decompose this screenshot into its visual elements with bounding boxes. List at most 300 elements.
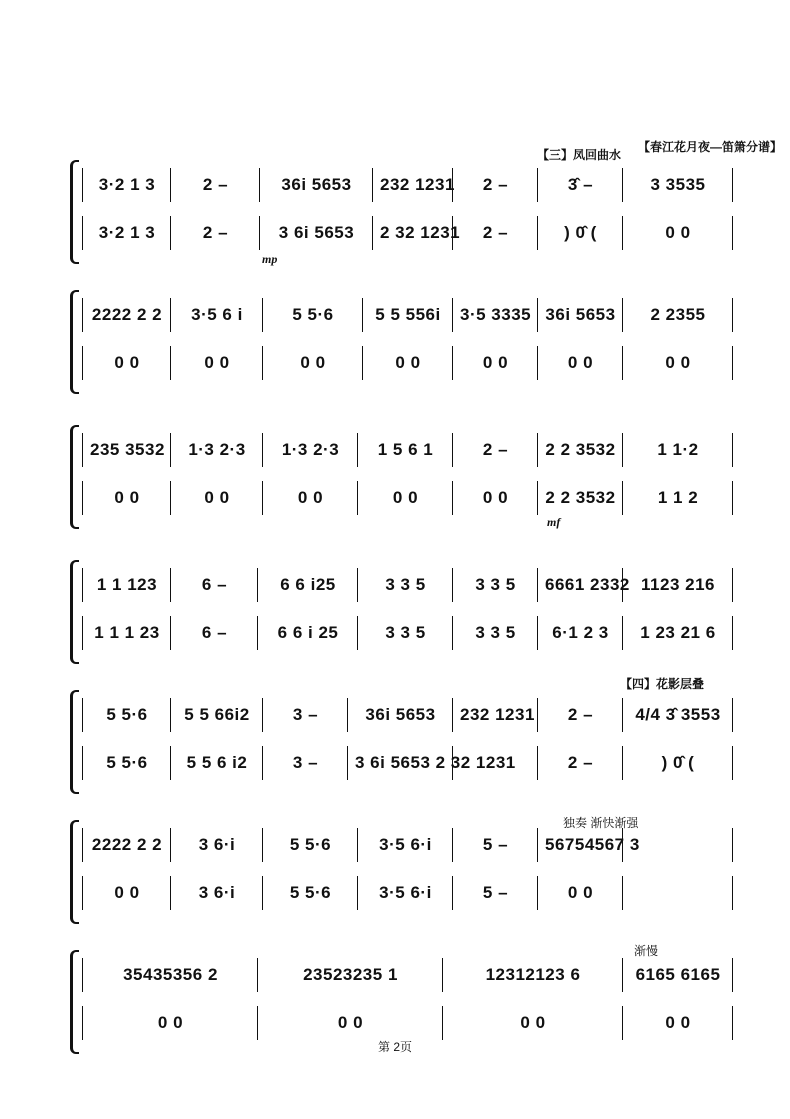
bar-line: [732, 481, 733, 515]
bar-line: [170, 216, 171, 250]
measure-notes: 3 6·i: [198, 835, 236, 854]
measure: [628, 568, 728, 602]
bar-line: [452, 616, 453, 650]
measure-notes: 5 5 6 i2: [186, 753, 248, 772]
section-4-label: 【四】花影层叠: [620, 677, 705, 691]
measure: [263, 616, 353, 650]
measure: [265, 168, 368, 202]
measure: [378, 216, 461, 250]
bar-line: [537, 828, 538, 862]
measure: [543, 298, 618, 332]
bar-line: [262, 346, 263, 380]
measure-notes: 235 3532: [90, 440, 165, 459]
bar-line: [732, 616, 733, 650]
measure-notes: 3 3 5: [385, 623, 426, 642]
measure: [88, 698, 166, 732]
bar-line: [82, 568, 83, 602]
measure: [263, 568, 353, 602]
upper-staff: [82, 298, 730, 332]
bar-line: [82, 958, 83, 992]
measure: [268, 876, 353, 910]
measure: [543, 168, 618, 202]
measure-notes: 2 –: [482, 440, 509, 459]
measure: [543, 346, 618, 380]
measure-notes: 0 0: [204, 488, 230, 507]
measure: [88, 216, 166, 250]
bar-line: [259, 168, 260, 202]
measure: [176, 298, 258, 332]
measure: [628, 433, 728, 467]
measure-notes: 6661 2332: [545, 575, 630, 594]
measure-notes: 1·3 2·3: [188, 440, 246, 459]
measure: [88, 1006, 253, 1040]
measure-notes: 1 23 21 6: [640, 623, 716, 642]
measure: [628, 346, 728, 380]
measure-notes: 5 5·6: [106, 753, 148, 772]
measure: [363, 568, 448, 602]
bar-line: [362, 298, 363, 332]
measure: [628, 216, 728, 250]
dynamic-mf: mf: [547, 515, 561, 529]
bar-line: [452, 481, 453, 515]
measure: [458, 346, 533, 380]
measure-notes: 0 0: [392, 488, 419, 507]
measure: [268, 828, 353, 862]
bar-line: [262, 876, 263, 910]
bar-line: [537, 746, 538, 780]
bar-line: [732, 958, 733, 992]
solo-annotation: 独奏 渐快渐强: [563, 816, 639, 830]
bar-line: [82, 168, 83, 202]
measure: [263, 958, 438, 992]
bar-line: [537, 433, 538, 467]
bar-line: [622, 298, 623, 332]
measure: [176, 828, 258, 862]
measure-notes: 2222 2 2: [91, 305, 163, 324]
upper-staff: [82, 698, 730, 732]
bar-line: [259, 216, 260, 250]
bar-line: [622, 168, 623, 202]
measure: [363, 616, 448, 650]
measure-notes: 5 –: [482, 835, 509, 854]
bar-line: [262, 481, 263, 515]
measure-notes: 6 –: [201, 575, 228, 594]
measure: [265, 216, 368, 250]
lower-staff: [82, 1006, 730, 1040]
measure: [88, 433, 166, 467]
bar-line: [622, 698, 623, 732]
bar-line: [732, 346, 733, 380]
bar-line: [170, 568, 171, 602]
measure-notes: ) 0̂ (: [661, 753, 695, 772]
measure: [88, 481, 166, 515]
lower-staff: [82, 876, 730, 910]
measure: [88, 346, 166, 380]
measure-notes: 1123 216: [641, 575, 715, 594]
measure: [458, 828, 533, 862]
bar-line: [82, 216, 83, 250]
measure-notes: 2222 2 2: [91, 835, 163, 854]
measure-notes: 0 0: [567, 353, 594, 372]
measure: [88, 958, 253, 992]
measure-notes: 2 –: [482, 175, 509, 194]
score-system: [70, 290, 730, 394]
measure-notes: 2 –: [567, 705, 594, 724]
bar-line: [170, 746, 171, 780]
bar-line: [170, 433, 171, 467]
bar-line: [82, 433, 83, 467]
bar-line: [732, 698, 733, 732]
measure: [268, 481, 353, 515]
section-3-label: 【三】凤回曲水: [537, 148, 622, 162]
bar-line: [257, 616, 258, 650]
measure: [268, 346, 358, 380]
measure-notes: 0 0: [665, 353, 691, 372]
bar-line: [537, 298, 538, 332]
bar-line: [372, 216, 373, 250]
measure: [268, 698, 343, 732]
measure-notes: 4/4 3̂ 3553: [635, 705, 721, 724]
bar-line: [347, 746, 348, 780]
measure: [176, 746, 258, 780]
bar-line: [622, 616, 623, 650]
system-brace: [70, 290, 79, 394]
system-brace: [70, 560, 79, 664]
measure-notes: 0 0: [567, 883, 594, 902]
measure: [543, 481, 618, 515]
measure: [458, 568, 533, 602]
measure: [628, 958, 728, 992]
bar-line: [537, 568, 538, 602]
bar-line: [442, 1006, 443, 1040]
measure-notes: 1 1·2: [657, 440, 699, 459]
measure-notes: 0 0: [337, 1013, 364, 1032]
measure-notes: 3 3 5: [475, 623, 516, 642]
measure: [88, 568, 166, 602]
measure-notes: 2 32 1231: [380, 223, 461, 242]
measure: [176, 698, 258, 732]
measure: [88, 616, 166, 650]
measure-notes: 3 3 5: [475, 575, 516, 594]
lower-staff: [82, 216, 730, 250]
measure: [458, 481, 533, 515]
measure-notes: 5 –: [482, 883, 509, 902]
measure: [543, 616, 618, 650]
bar-line: [357, 828, 358, 862]
bar-line: [82, 346, 83, 380]
bar-line: [537, 481, 538, 515]
score-system: [70, 425, 730, 529]
bar-line: [442, 958, 443, 992]
measure: [543, 433, 618, 467]
bar-line: [257, 1006, 258, 1040]
bar-line: [452, 828, 453, 862]
bar-line: [622, 1006, 623, 1040]
measure-notes: 3 –: [292, 705, 319, 724]
measure: [88, 298, 166, 332]
bar-line: [732, 568, 733, 602]
bar-line: [82, 828, 83, 862]
measure: [268, 298, 358, 332]
measure-notes: 3 –: [292, 753, 319, 772]
bar-line: [262, 828, 263, 862]
measure: [628, 298, 728, 332]
measure: [628, 616, 728, 650]
measure: [88, 168, 166, 202]
measure-notes: 0 0: [482, 353, 509, 372]
bar-line: [732, 828, 733, 862]
bar-line: [732, 1006, 733, 1040]
bar-line: [357, 481, 358, 515]
measure: [628, 1006, 728, 1040]
measure-notes: 35435356 2: [123, 965, 218, 984]
measure: [458, 298, 533, 332]
measure-notes: 5 5·6: [106, 705, 148, 724]
measure-notes: 3 6i 5653 2 32 1231: [355, 753, 516, 772]
measure-notes: 3 3 5: [385, 575, 426, 594]
measure: [268, 746, 343, 780]
bar-line: [170, 346, 171, 380]
measure-notes: 36i 5653: [365, 705, 436, 724]
measure-notes: 2 –: [202, 175, 229, 194]
measure-notes: 1 1 123: [96, 575, 158, 594]
measure-notes: 6·1 2 3: [552, 623, 609, 642]
measure: [458, 876, 533, 910]
measure: [543, 746, 618, 780]
measure: [88, 828, 166, 862]
bar-line: [257, 568, 258, 602]
measure-notes: 3·5 6·i: [379, 883, 432, 902]
measure-notes: 0 0: [482, 488, 509, 507]
bar-line: [622, 876, 623, 910]
measure: [543, 828, 640, 862]
bar-line: [82, 481, 83, 515]
bar-line: [357, 616, 358, 650]
measure: [88, 746, 166, 780]
measure: [458, 746, 533, 780]
measure: [458, 216, 533, 250]
bar-line: [452, 876, 453, 910]
measure-notes: 56754567 3: [545, 835, 640, 854]
bar-line: [452, 433, 453, 467]
bar-line: [170, 616, 171, 650]
score-title: 【春江花月夜—笛箫分谱】: [638, 140, 783, 154]
lower-staff: [82, 481, 730, 515]
measure-notes: 5 5·6: [292, 305, 334, 324]
measure-notes: 0 0: [395, 353, 421, 372]
bar-line: [452, 298, 453, 332]
measure: [176, 168, 255, 202]
bar-line: [732, 298, 733, 332]
measure: [176, 481, 258, 515]
measure: [628, 481, 728, 515]
bar-line: [170, 876, 171, 910]
bar-line: [347, 698, 348, 732]
bar-line: [452, 346, 453, 380]
measure: [458, 698, 533, 732]
score-system: [70, 160, 730, 264]
measure: [353, 698, 448, 732]
bar-line: [537, 698, 538, 732]
system-brace: [70, 820, 79, 924]
measure-notes: 1 5 6 1: [377, 440, 434, 459]
measure-notes: 2 –: [567, 753, 594, 772]
measure-notes: 0 0: [665, 1013, 691, 1032]
bar-line: [82, 876, 83, 910]
measure: [363, 876, 448, 910]
measure-notes: 2 2355: [650, 305, 706, 324]
system-brace: [70, 160, 79, 264]
upper-staff: [82, 828, 730, 862]
measure-notes: 2 –: [482, 223, 509, 242]
bar-line: [82, 298, 83, 332]
lower-staff: [82, 616, 730, 650]
bar-line: [372, 168, 373, 202]
lower-staff: [82, 346, 730, 380]
system-brace: [70, 425, 79, 529]
bar-line: [622, 433, 623, 467]
measure-notes: 3·5 6 i: [191, 305, 243, 324]
measure-notes: 3·5 6·i: [379, 835, 432, 854]
measure: [628, 746, 728, 780]
measure-notes: 1·3 2·3: [281, 440, 340, 459]
bar-line: [732, 433, 733, 467]
measure-notes: 0 0: [114, 488, 140, 507]
dynamic-mp: mp: [262, 252, 278, 266]
measure-notes: 0 0: [665, 223, 691, 242]
bar-line: [170, 298, 171, 332]
measure: [363, 481, 448, 515]
measure: [263, 1006, 438, 1040]
measure-notes: 6 6 i 25: [277, 623, 339, 642]
upper-staff: [82, 958, 730, 992]
measure-notes: 3·5 3335: [460, 305, 532, 324]
measure: [628, 698, 728, 732]
measure-notes: 5 5·6: [289, 883, 332, 902]
measure: [448, 958, 618, 992]
bar-line: [732, 746, 733, 780]
measure-notes: 3·2 1 3: [98, 223, 156, 242]
bar-line: [622, 958, 623, 992]
score-system: [70, 820, 730, 924]
measure-notes: 5 5·6: [289, 835, 332, 854]
lower-staff: [82, 746, 730, 780]
score-system: [70, 690, 730, 794]
bar-line: [357, 568, 358, 602]
bar-line: [537, 168, 538, 202]
measure: [448, 1006, 618, 1040]
measure-notes: 12312123 6: [485, 965, 581, 984]
bar-line: [357, 876, 358, 910]
measure: [543, 568, 630, 602]
measure-notes: 3·2 1 3: [98, 175, 156, 194]
bar-line: [732, 876, 733, 910]
measure-notes: 3 3535: [650, 175, 706, 194]
measure: [88, 876, 166, 910]
measure-notes: 0 0: [300, 353, 326, 372]
measure-notes: 232 1231: [380, 175, 455, 194]
upper-staff: [82, 168, 730, 202]
measure: [368, 346, 448, 380]
measure-notes: 0 0: [204, 353, 230, 372]
bar-line: [537, 616, 538, 650]
measure-notes: 6165 6165: [635, 965, 721, 984]
bar-line: [170, 168, 171, 202]
bar-line: [357, 433, 358, 467]
bar-line: [257, 958, 258, 992]
measure-notes: 23523235 1: [303, 965, 398, 984]
measure: [176, 433, 258, 467]
measure-notes: 0 0: [157, 1013, 184, 1032]
measure-notes: 36i 5653: [281, 175, 352, 194]
bar-line: [622, 216, 623, 250]
measure: [378, 168, 455, 202]
upper-staff: [82, 568, 730, 602]
measure: [458, 433, 533, 467]
measure: [268, 433, 353, 467]
measure: [543, 876, 618, 910]
bar-line: [82, 1006, 83, 1040]
page-number: 第 2页: [377, 1040, 412, 1054]
measure-notes: 0 0: [520, 1013, 546, 1032]
bar-line: [170, 828, 171, 862]
measure-notes: 2 –: [202, 223, 229, 242]
measure: [543, 216, 618, 250]
measure-notes: 36i 5653: [545, 305, 616, 324]
measure-notes: 3 6·i: [198, 883, 236, 902]
bar-line: [622, 346, 623, 380]
measure-notes: 0 0: [114, 883, 140, 902]
bar-line: [82, 698, 83, 732]
bar-line: [732, 216, 733, 250]
measure-notes: 3̂ –: [567, 175, 594, 194]
measure-notes: 6 6 i25: [280, 575, 336, 594]
measure: [458, 168, 533, 202]
measure-notes: 5 5 556i: [375, 305, 441, 324]
bar-line: [537, 346, 538, 380]
measure: [363, 828, 448, 862]
measure-notes: 6 –: [201, 623, 228, 642]
measure-notes: 1 1 1 23: [94, 623, 160, 642]
bar-line: [262, 298, 263, 332]
bar-line: [82, 616, 83, 650]
measure: [176, 216, 255, 250]
measure: [176, 876, 258, 910]
bar-line: [622, 481, 623, 515]
measure: [353, 746, 516, 780]
measure: [543, 698, 618, 732]
measure: [176, 616, 253, 650]
bar-line: [622, 746, 623, 780]
score-system: [70, 560, 730, 664]
system-brace: [70, 690, 79, 794]
bar-line: [262, 746, 263, 780]
measure: [176, 346, 258, 380]
bar-line: [170, 698, 171, 732]
measure: [363, 433, 448, 467]
upper-staff: [82, 433, 730, 467]
bar-line: [732, 168, 733, 202]
slowing-annotation: 渐慢: [634, 944, 659, 958]
measure: [458, 616, 533, 650]
measure-notes: 2 2 3532: [545, 488, 616, 507]
measure: [368, 298, 448, 332]
bar-line: [537, 876, 538, 910]
bar-line: [262, 433, 263, 467]
bar-line: [170, 481, 171, 515]
measure-notes: 3 6i 5653: [278, 223, 355, 242]
measure-notes: ) 0̂ (: [564, 223, 597, 242]
